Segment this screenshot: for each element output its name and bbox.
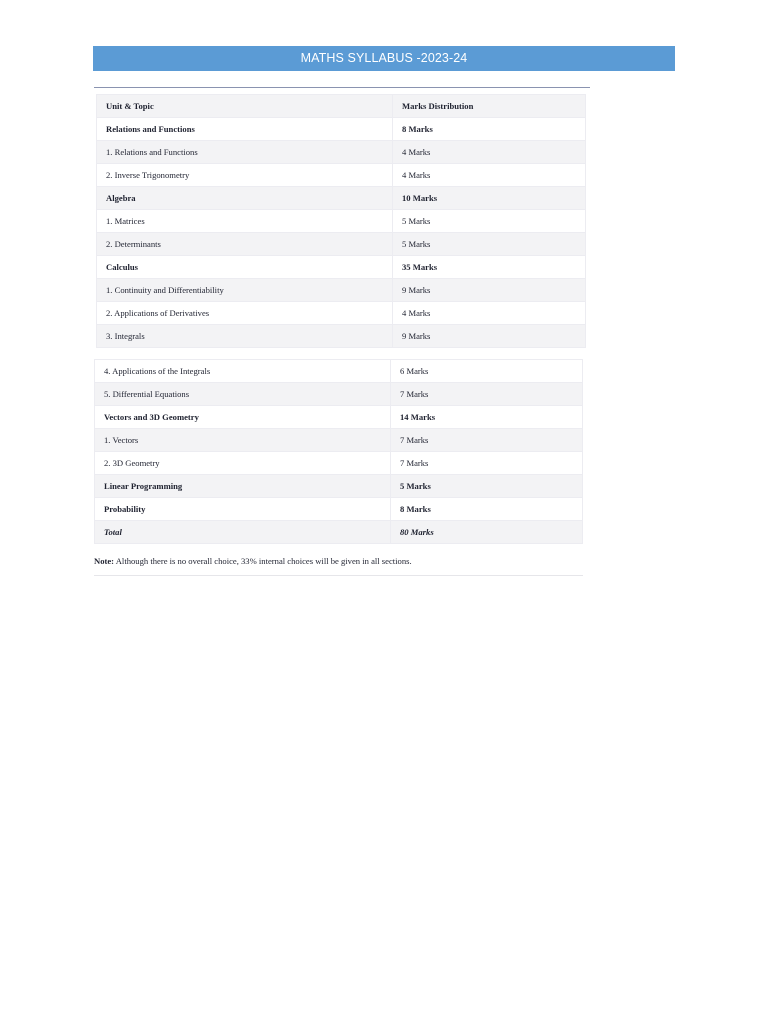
- table-row: [97, 95, 586, 118]
- unit-topic-cell: Calculus: [97, 256, 393, 279]
- marks-cell: 4 Marks: [393, 164, 586, 187]
- unit-topic-cell: Algebra: [97, 187, 393, 210]
- marks-cell: 4 Marks: [393, 302, 586, 325]
- marks-cell: 5 Marks: [391, 475, 583, 498]
- marks-cell: 80 Marks: [391, 521, 583, 544]
- marks-cell: 7 Marks: [391, 383, 583, 406]
- table-row: [95, 475, 583, 498]
- table-row: [97, 233, 586, 256]
- marks-cell: 35 Marks: [393, 256, 586, 279]
- marks-cell: 9 Marks: [393, 279, 586, 302]
- table-row: [97, 187, 586, 210]
- unit-topic-cell: 1. Vectors: [95, 429, 391, 452]
- marks-cell: 6 Marks: [391, 360, 583, 383]
- unit-topic-cell: 2. Applications of Derivatives: [97, 302, 393, 325]
- unit-topic-cell: 1. Continuity and Differentiability: [97, 279, 393, 302]
- marks-cell: 9 Marks: [393, 325, 586, 348]
- syllabus-table-part-1: [96, 94, 586, 348]
- unit-topic-cell: Total: [95, 521, 391, 544]
- note-label: Note:: [94, 556, 115, 566]
- table-row: [95, 406, 583, 429]
- marks-cell: 14 Marks: [391, 406, 583, 429]
- banner-title: MATHS SYLLABUS -2023-24: [300, 51, 468, 65]
- unit-topic-cell: 1. Matrices: [97, 210, 393, 233]
- table-row: [95, 429, 583, 452]
- table-row: [97, 164, 586, 187]
- table-row: [97, 141, 586, 164]
- unit-topic-cell: Relations and Functions: [97, 118, 393, 141]
- bottom-divider: [94, 575, 583, 576]
- table-row: [97, 279, 586, 302]
- unit-topic-cell: 2. Inverse Trigonometry: [97, 164, 393, 187]
- marks-cell: 8 Marks: [391, 498, 583, 521]
- table-row: [95, 383, 583, 406]
- table-row: [95, 452, 583, 475]
- marks-cell: 7 Marks: [391, 452, 583, 475]
- unit-topic-cell: 1. Relations and Functions: [97, 141, 393, 164]
- marks-cell: 8 Marks: [393, 118, 586, 141]
- marks-cell: 4 Marks: [393, 141, 586, 164]
- unit-topic-cell: 4. Applications of the Integrals: [95, 360, 391, 383]
- unit-topic-cell: Linear Programming: [95, 475, 391, 498]
- table-row: [97, 210, 586, 233]
- syllabus-note: [94, 556, 583, 566]
- table-row: [97, 302, 586, 325]
- syllabus-banner: [93, 46, 675, 71]
- top-divider: [94, 87, 590, 88]
- table-row: [97, 118, 586, 141]
- note-text: Although there is no overall choice, 33% internal choices will be given in all sections.: [114, 556, 412, 566]
- marks-cell: 10 Marks: [393, 187, 586, 210]
- unit-topic-cell: Unit & Topic: [97, 95, 393, 118]
- table-row: [97, 325, 586, 348]
- marks-cell: 7 Marks: [391, 429, 583, 452]
- table-row: [97, 256, 586, 279]
- table-row: [95, 521, 583, 544]
- marks-cell: 5 Marks: [393, 210, 586, 233]
- marks-cell: Marks Distribution: [393, 95, 586, 118]
- unit-topic-cell: 3. Integrals: [97, 325, 393, 348]
- unit-topic-cell: Vectors and 3D Geometry: [95, 406, 391, 429]
- unit-topic-cell: 2. Determinants: [97, 233, 393, 256]
- syllabus-table-part-2: [94, 359, 583, 544]
- table-row: [95, 360, 583, 383]
- marks-cell: 5 Marks: [393, 233, 586, 256]
- table-row: [95, 498, 583, 521]
- unit-topic-cell: Probability: [95, 498, 391, 521]
- unit-topic-cell: 2. 3D Geometry: [95, 452, 391, 475]
- unit-topic-cell: 5. Differential Equations: [95, 383, 391, 406]
